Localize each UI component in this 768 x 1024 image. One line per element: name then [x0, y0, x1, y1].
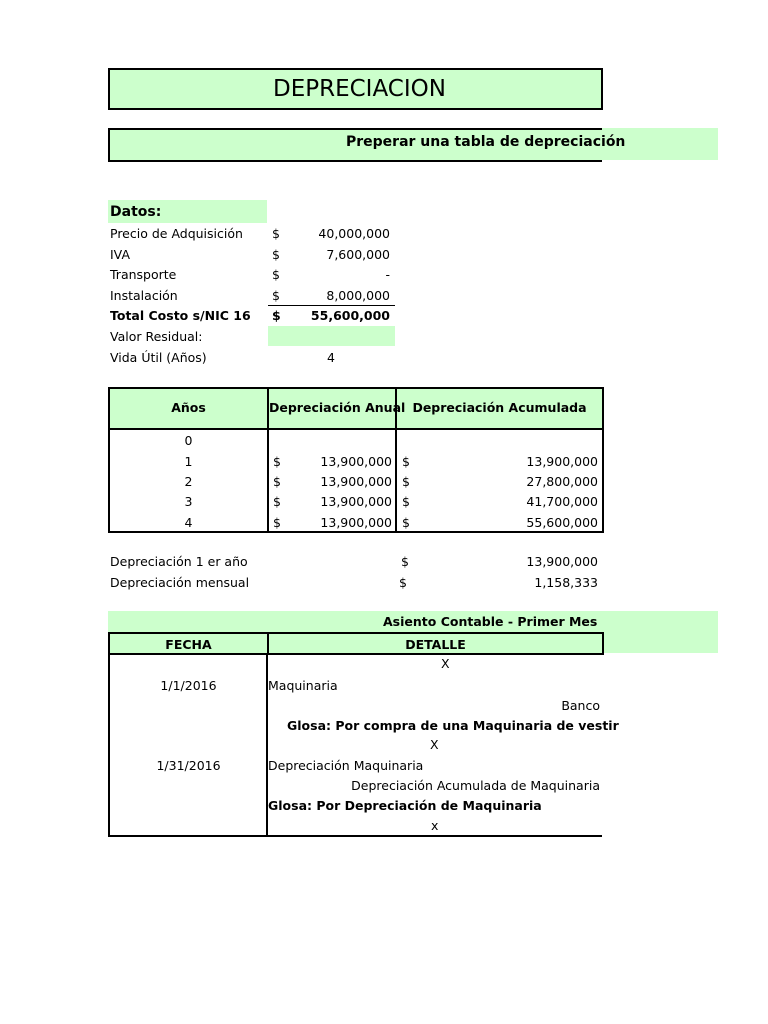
asiento-x-mark: X	[430, 737, 439, 752]
dep-row-anual: 13,900,000	[320, 474, 392, 489]
datos-currency: $	[272, 267, 280, 282]
dep-row-acumulada: 27,800,000	[526, 474, 598, 489]
asiento-debit-account: Depreciación Maquinaria	[268, 758, 424, 773]
datos-value-precio: 40,000,000	[318, 226, 390, 241]
datos-currency: $	[272, 288, 280, 303]
dep-row-anual: 13,900,000	[320, 494, 392, 509]
asiento-col-detalle: DETALLE	[405, 637, 466, 652]
datos-label-instalacion: Instalación	[110, 288, 178, 303]
dep-col-header-anual: Depreciación Anual	[269, 400, 406, 415]
datos-currency: $	[272, 226, 280, 241]
asiento-credit-account: Depreciación Acumulada de Maquinaria	[351, 778, 600, 793]
summary-label-monthly: Depreciación mensual	[110, 575, 250, 590]
summary-value-annual: 13,900,000	[526, 554, 598, 569]
dep-row-currency: $	[402, 474, 410, 489]
dep-row-acumulada: 55,600,000	[526, 515, 598, 530]
dep-table	[108, 387, 604, 533]
dep-row-acumulada: 41,700,000	[526, 494, 598, 509]
summary-currency: $	[401, 554, 409, 569]
datos-label-residual: Valor Residual:	[110, 329, 203, 344]
summary-value-monthly: 1,158,333	[534, 575, 598, 590]
dep-row-currency: $	[402, 494, 410, 509]
dep-row-year: 2	[184, 474, 193, 489]
dep-row-anual: 13,900,000	[320, 454, 392, 469]
asiento-glosa: Glosa: Por Depreciación de Maquinaria	[268, 798, 542, 813]
dep-table-header-divider	[110, 428, 602, 430]
datos-label-transporte: Transporte	[110, 267, 177, 282]
dep-row-year: 0	[184, 433, 193, 448]
dep-row-currency: $	[273, 494, 281, 509]
dep-row-year: 4	[184, 515, 193, 530]
datos-currency: $	[272, 247, 280, 262]
asiento-side-band	[602, 633, 718, 653]
dep-col-header-anos: Años	[171, 400, 206, 415]
asiento-header	[108, 632, 604, 655]
asiento-x-mark: X	[441, 656, 450, 671]
datos-label-iva: IVA	[110, 247, 130, 262]
asiento-x-mark: x	[431, 818, 439, 833]
dep-col-header-acumulada: Depreciación Acumulada	[412, 400, 587, 415]
dep-row-currency: $	[273, 474, 281, 489]
asiento-col-fecha: FECHA	[165, 637, 212, 652]
dep-row-currency: $	[273, 454, 281, 469]
asiento-bottom-border	[108, 835, 602, 837]
datos-value-vida: 4	[327, 350, 335, 365]
datos-label-precio: Precio de Adquisición	[110, 226, 243, 241]
asiento-title: Asiento Contable - Primer Mes	[383, 614, 598, 629]
dep-row-currency: $	[273, 515, 281, 530]
datos-value-total: 55,600,000	[310, 308, 390, 323]
datos-label-total: Total Costo s/NIC 16	[110, 308, 251, 323]
asiento-glosa: Glosa: Por compra de una Maquinaria de vestir	[287, 718, 619, 733]
asiento-date: 1/1/2016	[160, 678, 217, 693]
dep-row-currency: $	[402, 515, 410, 530]
dep-row-year: 3	[184, 494, 193, 509]
dep-row-currency: $	[402, 454, 410, 469]
dep-row-acumulada: 13,900,000	[526, 454, 598, 469]
datos-value-iva: 7,600,000	[326, 247, 390, 262]
datos-currency: $	[272, 308, 281, 323]
total-divider	[268, 305, 395, 306]
datos-heading: Datos:	[110, 204, 162, 220]
summary-currency: $	[399, 575, 407, 590]
dep-row-anual: 13,900,000	[320, 515, 392, 530]
dep-row-year: 1	[184, 454, 193, 469]
instruction-text: Preperar una tabla de depreciación	[346, 134, 626, 150]
datos-label-vida: Vida Útil (Años)	[110, 350, 207, 365]
asiento-debit-account: Maquinaria	[268, 678, 338, 693]
datos-value-instalacion: 8,000,000	[326, 288, 390, 303]
page-title: DEPRECIACION	[273, 76, 446, 102]
asiento-date: 1/31/2016	[156, 758, 221, 773]
asiento-credit-account: Banco	[561, 698, 600, 713]
title-box	[108, 68, 603, 110]
datos-value-transporte: -	[385, 267, 390, 282]
summary-label-annual: Depreciación 1 er año	[110, 554, 248, 569]
residual-input-cell[interactable]	[268, 326, 395, 346]
